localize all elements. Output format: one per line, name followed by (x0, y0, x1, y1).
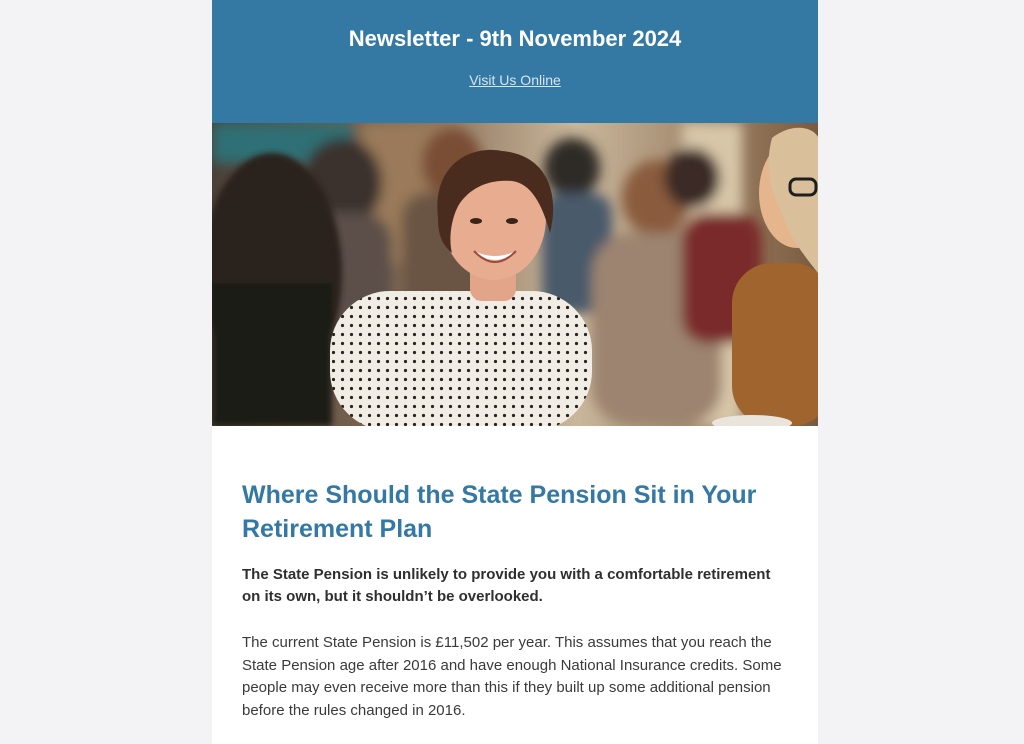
article-content (212, 426, 818, 722)
hero-image (212, 123, 818, 426)
article-body: The current State Pension is £11,502 per year. This assumes that you reach the State Pension age after 2016 and have enough National Insurance credits. Some people may even receive more than this if they built up some additional pension before the rules changed in 2016. (242, 634, 782, 719)
email-container (212, 0, 818, 744)
hero-photo-icon (212, 123, 818, 426)
newsletter-header (212, 0, 818, 123)
visit-us-online-link[interactable]: Visit Us Online (469, 72, 561, 88)
newsletter-title: Newsletter - 9th November 2024 (348, 26, 682, 51)
article-title: Where Should the State Pension Sit in Your Retirement Plan (242, 481, 757, 543)
article-lead: The State Pension is unlikely to provide you with a comfortable retirement on its own, but it shouldn’t be overlooked. (242, 566, 771, 605)
